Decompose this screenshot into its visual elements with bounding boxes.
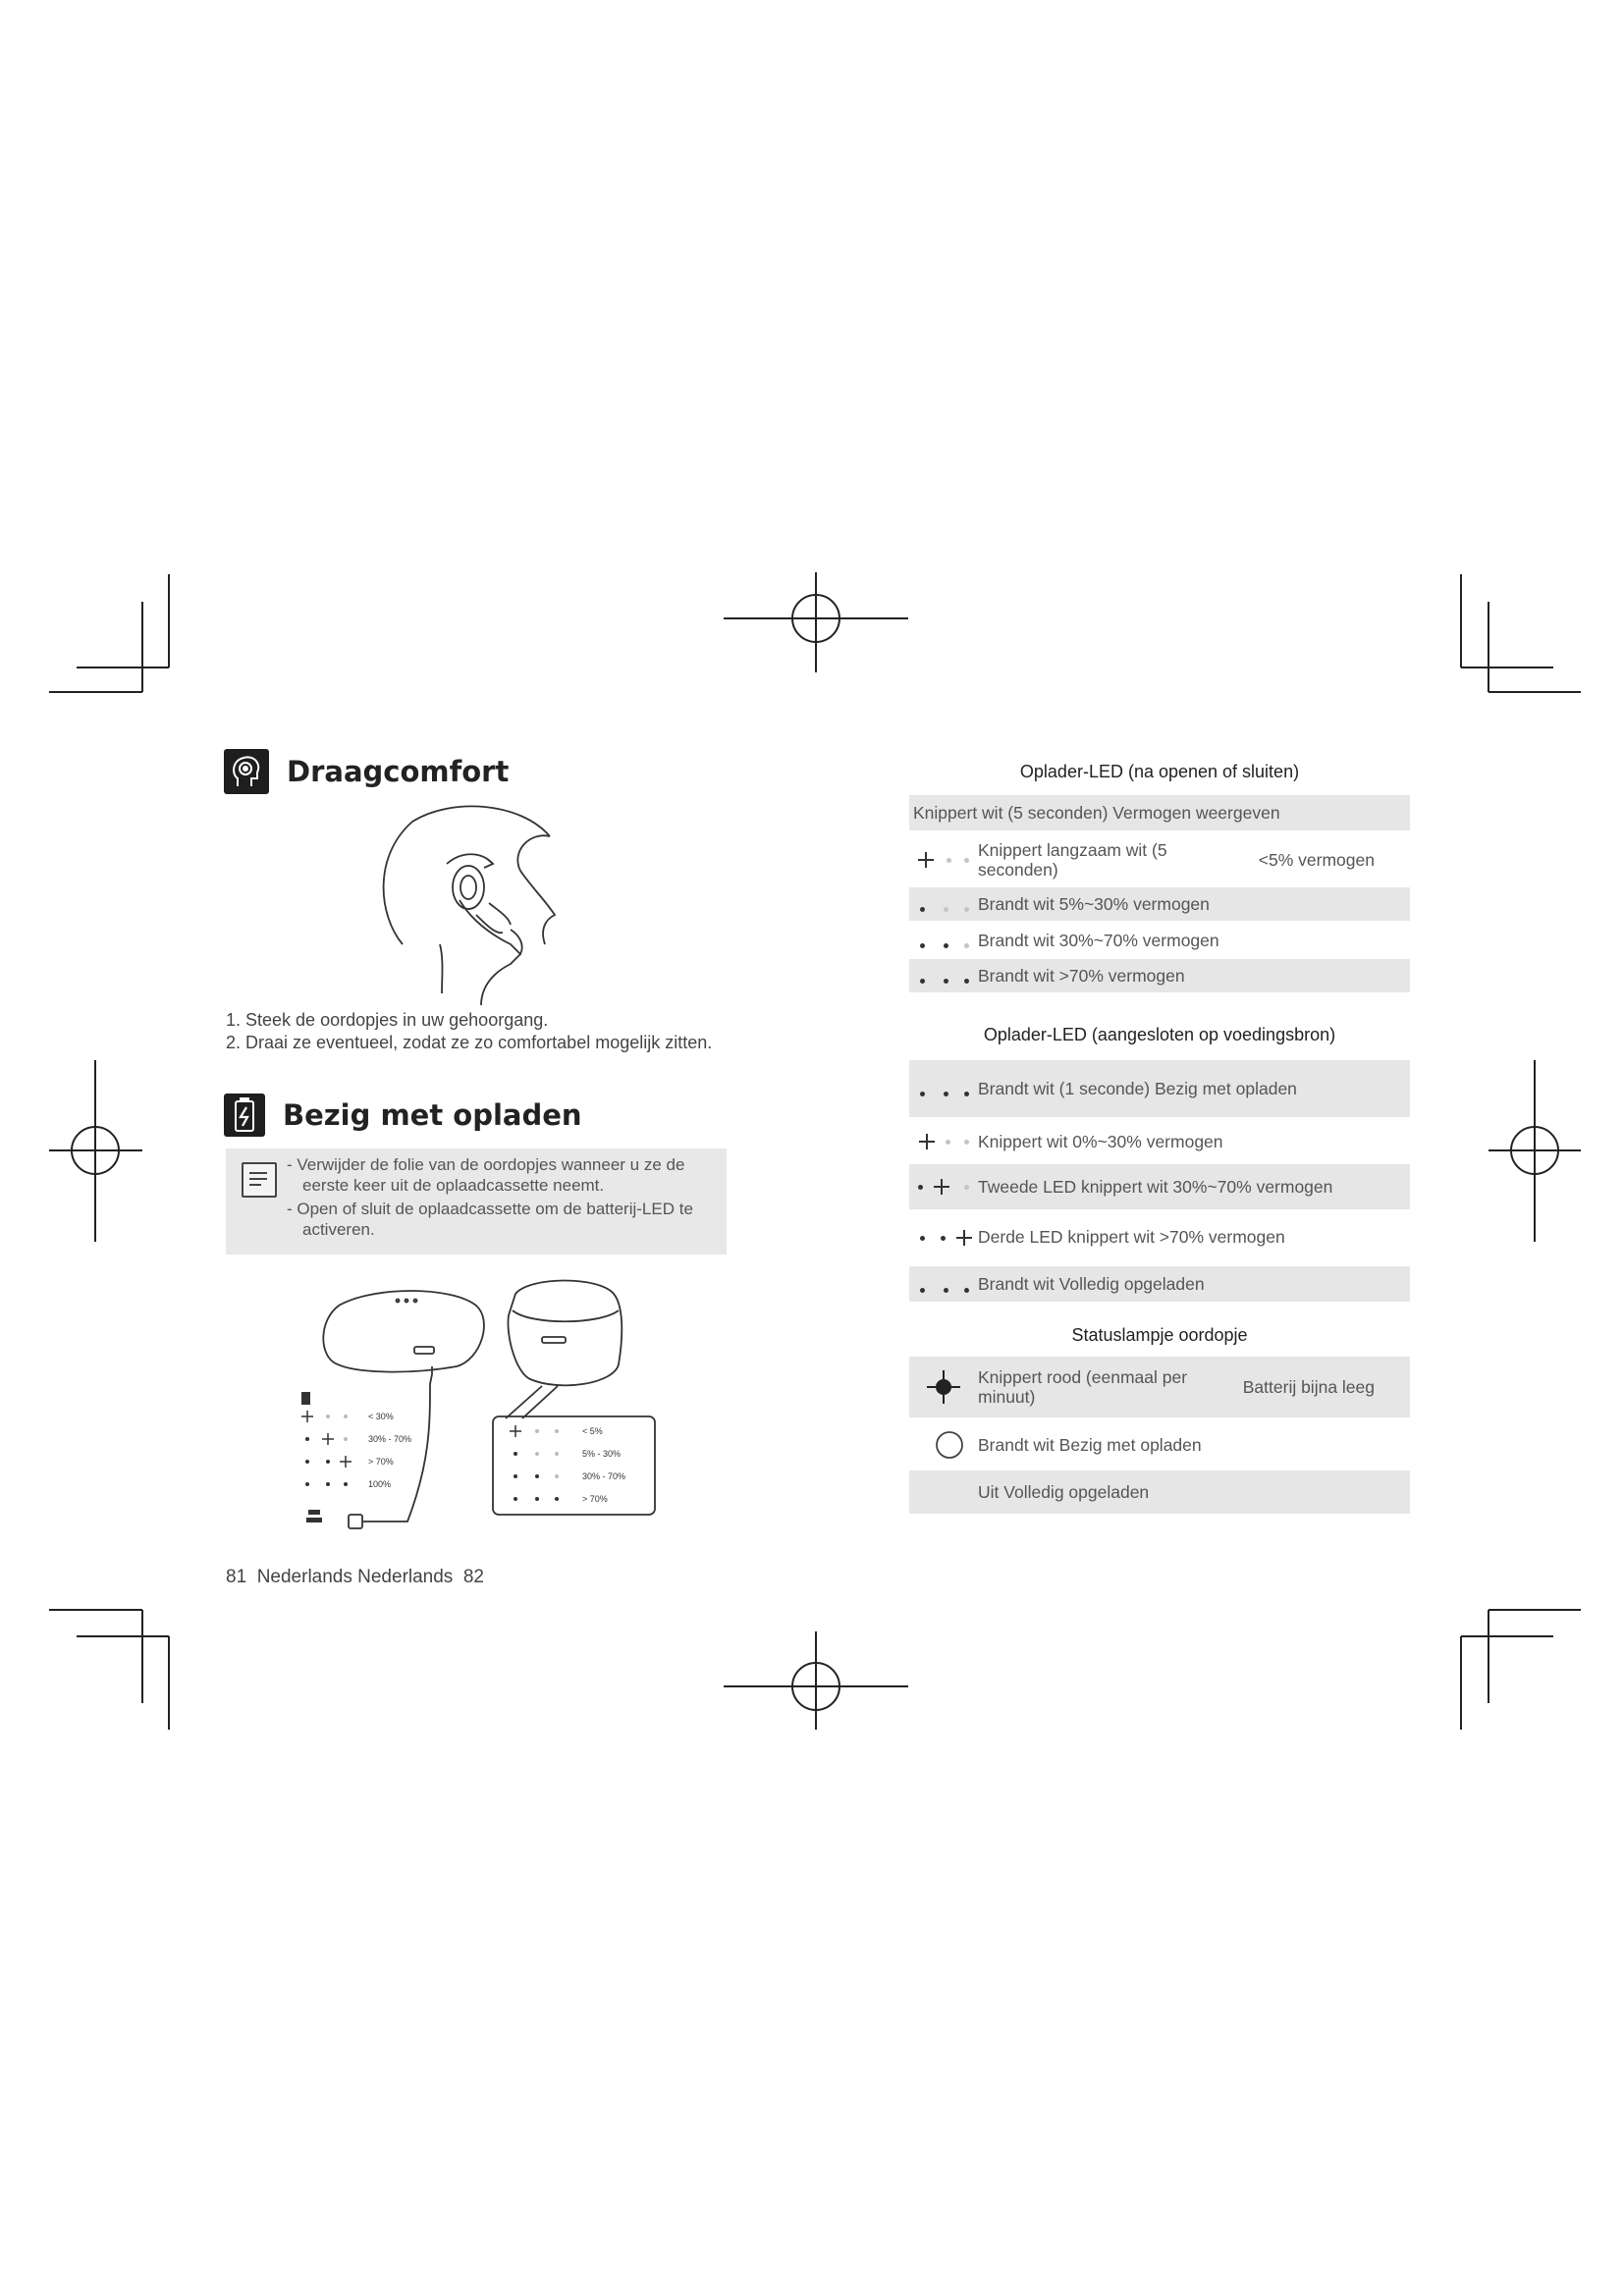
step-1: 1. Steek de oordopjes in uw gehoorgang. [226, 1010, 549, 1030]
led-indicator [909, 924, 978, 957]
earbud-legend-3: 30% - 70% [582, 1471, 626, 1481]
note-box [226, 1148, 727, 1255]
table1-title: Oplader-LED (na openen of sluiten) [1019, 762, 1300, 781]
red-blink-led-icon [909, 1357, 978, 1417]
battery-charging-icon [224, 1094, 265, 1137]
case-legend-1: < 30% [368, 1412, 394, 1421]
white-led-ring-icon [909, 1423, 978, 1467]
case-legend-3: > 70% [368, 1457, 394, 1467]
row-text: Brandt wit 30%~70% vermogen [978, 930, 1219, 950]
section-opladen-heading [224, 1094, 582, 1137]
table1-header-text: Knippert wit (5 seconden) Vermogen weergeven [913, 802, 1280, 823]
earbud-legend-2: 5% - 30% [582, 1449, 622, 1459]
led-indicator [909, 1164, 978, 1209]
table3-row [909, 1470, 1410, 1514]
table2-row [909, 1164, 1410, 1209]
note-item: - Verwijder de folie van de oordopjes wanneer u ze de eerste keer uit de oplaadcassette neemt. [287, 1155, 685, 1195]
wearing-steps [226, 1009, 712, 1054]
led-indicator [909, 1266, 978, 1302]
table3-row [909, 1423, 1410, 1467]
row-text: Knippert langzaam wit (5 seconden) [978, 840, 1167, 880]
section-draagcomfort-heading [224, 749, 509, 794]
row-text: Knippert rood (eenmaal per minuut) [978, 1367, 1188, 1407]
table1-row [909, 836, 1410, 883]
case-legend-4: 100% [368, 1479, 392, 1489]
note-item: - Open of sluit de oplaadcassette om de batterij-LED te activeren. [287, 1200, 693, 1239]
table1-header [909, 795, 1410, 830]
page-footer: 81 Nederlands Nederlands 82 [226, 1567, 485, 1587]
row-value: Batterij bijna leeg [1242, 1376, 1375, 1397]
row-text: Tweede LED knippert wit 30%~70% vermogen [978, 1176, 1333, 1197]
charging-case-illustration [285, 1276, 668, 1541]
section-title: Draagcomfort [287, 755, 510, 788]
row-text: Brandt wit 5%~30% vermogen [978, 893, 1210, 914]
ear-insertion-illustration [373, 797, 569, 1005]
led-indicator [909, 887, 978, 921]
led-indicator [909, 836, 978, 883]
led-indicator [909, 1060, 978, 1117]
table1-row [909, 959, 1410, 992]
table1-row [909, 887, 1410, 921]
led-indicator [909, 1217, 978, 1256]
row-text: Brandt wit (1 seconde) Bezig met opladen [978, 1078, 1297, 1098]
row-text: Brandt wit >70% vermogen [978, 965, 1185, 986]
table2-row [909, 1266, 1410, 1302]
row-text: Uit Volledig opgeladen [978, 1481, 1150, 1502]
table3-row [909, 1357, 1410, 1417]
table3-title: Statuslampje oordopje [1071, 1325, 1248, 1345]
table1-row [909, 924, 1410, 957]
case-legend-2: 30% - 70% [368, 1434, 412, 1444]
earbud-legend-1: < 5% [582, 1426, 603, 1436]
table2-row [909, 1217, 1410, 1256]
step-2: 2. Draai ze eventueel, zodat ze zo comfortabel mogelijk zitten. [226, 1033, 713, 1052]
note-icon [242, 1162, 277, 1198]
row-text: Derde LED knippert wit >70% vermogen [978, 1226, 1285, 1247]
row-text: Brandt wit Volledig opgeladen [978, 1273, 1205, 1294]
table2-row [909, 1060, 1410, 1117]
earbud-legend-4: > 70% [582, 1494, 608, 1504]
section-title: Bezig met opladen [283, 1098, 582, 1132]
row-text: Knippert wit 0%~30% vermogen [978, 1131, 1223, 1151]
led-indicator [909, 959, 978, 992]
row-value: <5% vermogen [1258, 849, 1375, 870]
row-text: Brandt wit Bezig met opladen [978, 1434, 1202, 1455]
headphone-ear-icon [224, 749, 269, 794]
table2-title: Oplader-LED (aangesloten op voedingsbron) [983, 1025, 1336, 1044]
led-indicator [909, 1125, 978, 1158]
table2-row [909, 1125, 1410, 1158]
